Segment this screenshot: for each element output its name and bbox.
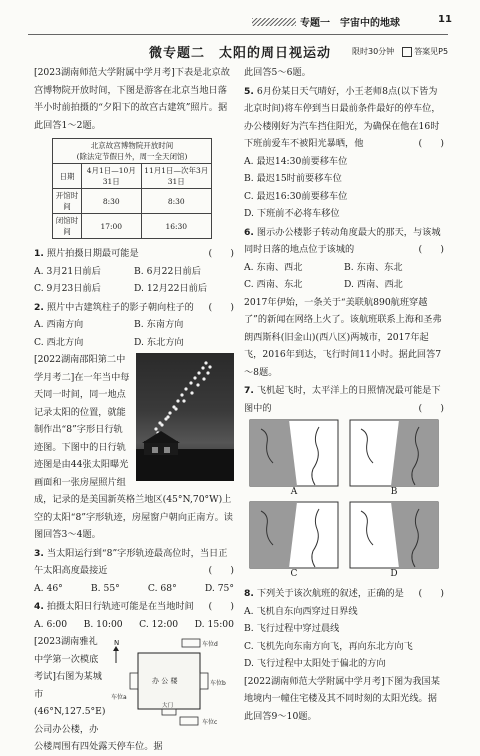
table-row	[53, 189, 212, 214]
map-label-a: A	[290, 487, 298, 497]
option-a[interactable]: A. 46°	[34, 582, 63, 594]
parking-b-label: 车位b	[210, 680, 226, 687]
page-number: 11	[438, 14, 452, 25]
table-cell: 闭馆时间	[53, 214, 82, 239]
intro-1: [2023湖南师范大学附属中学月考]下表是北京故宫博物院开放时间，下图是游客在北京当地日落半小时前拍摄的“夕阳下的故宫古建筑”照片。据此回答1～2题。	[34, 67, 230, 131]
parking-d-label: 车位d	[202, 641, 218, 648]
map-option-d[interactable]	[344, 501, 444, 583]
question-number: 6.	[244, 226, 254, 238]
table-cell: 17:00	[82, 214, 141, 239]
option-c[interactable]: C. 12:00	[139, 618, 179, 630]
answer-ref: 答案见P5	[414, 47, 449, 56]
option-b[interactable]: B. 东南方向	[134, 319, 184, 330]
header-hatch-decoration	[252, 18, 296, 26]
intro-end: 此回答5～6题。	[244, 67, 311, 78]
table-caption-line1: 北京故宫博物院开放时间	[90, 141, 174, 150]
question-stem: 照片拍摄日期最可能是	[46, 248, 139, 259]
question-stem: 6月份某日天气晴好，小王老师8点(以下皆为北京时间)将车停到当日最前条件最好的停车位，办公楼刚好为汽车挡住阳光，为确保在他在16时下班前爱车不被阳光暴晒，他	[244, 85, 441, 149]
section-title: 专题一 宇宙中的地球	[300, 18, 400, 29]
header-rule	[28, 34, 448, 35]
answer-blank[interactable]: ( )	[418, 138, 444, 149]
map-option-b[interactable]	[344, 419, 444, 501]
intro-3	[34, 633, 234, 756]
question-stem: 下列关于该次航班的叙述，正确的是	[256, 588, 404, 599]
parking-c-label: 车位c	[202, 719, 218, 726]
table-caption-line2: (除法定节假日外，周一全天闭馆)	[76, 152, 188, 161]
map-a-figure	[249, 419, 339, 487]
table-row	[53, 214, 212, 239]
answer-blank[interactable]: ( )	[418, 244, 444, 255]
map-option-a[interactable]	[244, 419, 344, 501]
table-caption	[53, 139, 212, 164]
map-b-figure	[349, 419, 439, 487]
option-d[interactable]: D. 12月22日前后	[134, 283, 208, 294]
intro-3-text: [2023湖南雅礼中学第一次模底考试]右图为某城市(46°N,127.5°E)公司办公楼，办公楼周围有四处露天停车位。据	[34, 636, 163, 752]
question-5	[244, 83, 444, 223]
question-7	[244, 382, 444, 417]
table-header-cell: 4月1日—10月31日	[82, 164, 141, 189]
question-number: 7.	[244, 385, 254, 396]
map-label-b: B	[390, 487, 398, 497]
option-d[interactable]: D. 西南、西北	[344, 279, 403, 290]
intro-5: [2022湖南师范大学附属中学月考]下图为我国某地境内一幢住宅楼及其不同时刻的太阳光线。据此回答9～10题。	[244, 675, 440, 722]
table-header-row	[53, 164, 212, 189]
page-title: 微专题二 太阳的周日视运动	[148, 46, 331, 61]
question-number: 1.	[34, 248, 44, 259]
map-c-figure	[249, 501, 339, 569]
option-b[interactable]: B. 55°	[90, 582, 120, 594]
left-column	[34, 64, 234, 756]
option-d[interactable]: D. 75°	[204, 582, 234, 594]
map-option-c[interactable]	[244, 501, 344, 583]
option-c[interactable]: C. 西北方向	[34, 336, 84, 348]
map-label-c: C	[290, 569, 298, 579]
time-limit: 限时30分钟	[352, 47, 395, 56]
table-cell: 开馆时间	[53, 189, 82, 214]
option-d[interactable]: D. 15:00	[194, 618, 234, 630]
answer-blank[interactable]: ( )	[208, 565, 234, 576]
museum-hours-table	[52, 138, 212, 239]
question-stem: 飞机起飞时，太平洋上的日照情况最可能是下图中的	[244, 385, 441, 414]
checkbox-icon	[402, 47, 412, 57]
parking-b-box	[200, 673, 208, 689]
option-a[interactable]: A. 飞机自东向西穿过日界线	[244, 605, 358, 617]
question-number: 3.	[34, 547, 44, 559]
map-d-figure	[349, 501, 439, 569]
answer-blank[interactable]: ( )	[418, 588, 444, 599]
north-label: N	[114, 639, 120, 647]
table-header-cell: 日期	[53, 164, 82, 189]
parking-d-box	[182, 639, 200, 647]
question-stem: 拍摄太阳日行轨迹可能是在当地时间	[46, 601, 194, 612]
option-b[interactable]: B. 飞行过程中穿过晨线	[244, 623, 340, 634]
parking-a-label: 车位a	[111, 694, 127, 701]
right-column	[244, 64, 444, 725]
question-1	[34, 245, 234, 298]
table-cell: 8:30	[82, 189, 141, 214]
intro-2	[34, 351, 234, 544]
table-header-cell: 11月1日—次年3月31日	[141, 164, 212, 189]
answer-blank[interactable]: ( )	[418, 402, 444, 414]
answer-blank[interactable]: ( )	[208, 301, 234, 313]
time-info	[352, 46, 448, 57]
question-8	[244, 585, 444, 673]
option-c[interactable]: C. 68°	[147, 582, 177, 594]
answer-blank[interactable]: ( )	[208, 601, 234, 612]
parking-a-box	[130, 673, 138, 689]
question-number: 4.	[34, 601, 44, 612]
question-6	[244, 224, 444, 294]
question-stem: 图示办公楼影子转动角度最大的那天，与该城同时日落的地点位于该城的	[244, 226, 441, 255]
question-number: 8.	[244, 588, 254, 599]
question-number: 2.	[34, 301, 44, 313]
answer-blank[interactable]: ( )	[208, 248, 234, 259]
page-header	[0, 14, 480, 30]
building-label: 办 公 楼	[152, 677, 178, 685]
question-2	[34, 299, 234, 352]
question-number: 5.	[244, 85, 254, 97]
parking-c-box	[180, 717, 198, 725]
question-stem: 照片中古建筑柱子的影子朝向柱子的	[46, 301, 194, 313]
question-stem: 当太阳运行到“8”字形轨迹最高位时，当日正午太阳高度最接近	[34, 547, 228, 576]
option-c[interactable]: C. 最迟16:30前要移车位	[244, 190, 348, 202]
option-b[interactable]: B. 6月22日前后	[134, 265, 201, 277]
option-d[interactable]: D. 飞行过程中太阳处于偏北的方向	[244, 658, 386, 669]
pacific-illumination-maps	[244, 419, 444, 583]
analemma-photo	[136, 353, 234, 481]
table-cell: 8:30	[141, 189, 212, 214]
option-a[interactable]: A. 3月21日前后	[34, 265, 101, 277]
analemma-figure-eight	[136, 353, 234, 481]
option-c[interactable]: C. 飞机先向东南方向飞，再向东北方向飞	[244, 640, 413, 652]
option-c[interactable]: C. 西南、东北	[244, 279, 303, 290]
door-label: 大门	[162, 703, 174, 709]
option-d[interactable]: D. 下班前不必将车移位	[244, 208, 340, 219]
option-a[interactable]: A. 最迟14:30前要移车位	[244, 155, 348, 167]
option-a[interactable]: A. 西南方向	[34, 319, 84, 330]
option-a[interactable]: A. 东南、西北	[244, 261, 303, 273]
option-a[interactable]: A. 6:00	[34, 618, 68, 630]
map-label-d: D	[390, 569, 398, 579]
option-b[interactable]: B. 10:00	[83, 618, 123, 630]
option-c[interactable]: C. 9月23日前后	[34, 283, 101, 294]
intro-4: 2017年伊始，一条关于“美联航890航班穿越了”的新闻在网络上火了。该航班联系上海和圣弗朗西斯科(旧金山)(西八区)两城市，2017年起飞，2016年到达，飞行时间11小时。据此回答7～8题。	[244, 296, 442, 378]
table-cell: 16:30	[141, 214, 212, 239]
question-3	[34, 545, 234, 598]
intro-2-text: [2022湖南邵阳第二中学月考二]在一年当中每天同一时间，同一地点记录太阳的位置，就能制作出“8”字形日行轨迹图。下图中的日行轨迹图是由44张太阳曝光画面和一张房屋照片组成，记录的是美国新英格兰地区(45°N,70°W)上空的太阳“8”字形轨迹，房屋窗户朝向正南方。读图回答3～4题。	[34, 354, 233, 540]
option-b[interactable]: B. 东南、东北	[344, 261, 403, 273]
option-d[interactable]: D. 东北方向	[134, 336, 184, 348]
door-box	[162, 709, 176, 715]
office-building-plan	[110, 635, 234, 729]
option-b[interactable]: B. 最迟15时前要移车位	[244, 173, 342, 184]
question-4	[34, 598, 234, 633]
